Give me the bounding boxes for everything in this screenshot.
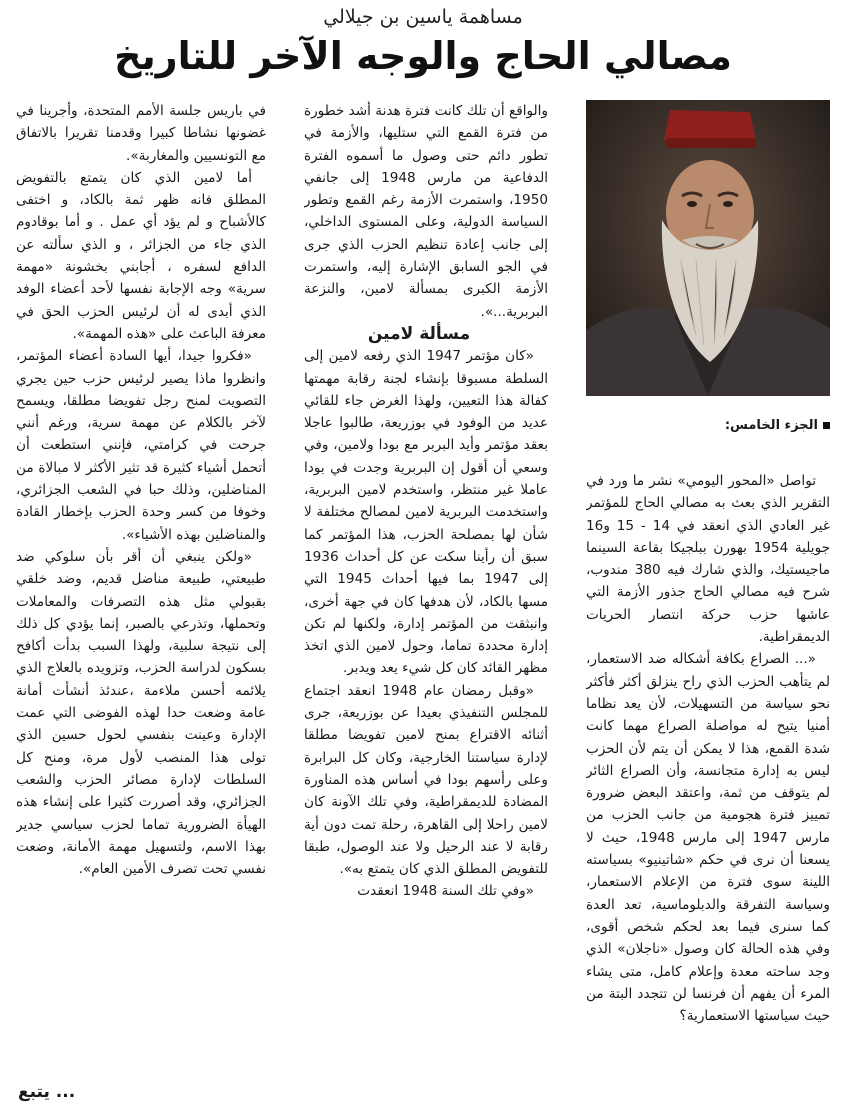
- portrait-photo: [586, 100, 830, 396]
- paragraph: «ولكن ينبغي أن أقر بأن سلوكي ضد طبيعتي، طبيعة مناضل قديم، وضد خلقي بقبولي مثل هذه التصرفات والمعاملات وتحملها، وتذرعي بالصبر، إنما يؤدي كل ذلك إلى نتيجة سلبية، ولهذا السبب بدأت أكافح بسكون لدراسة الحزب، وتزويده بالعلاج الذي يلائمه أحسن ملاءمة ،عندئذ أنشأت أمانة عامة وضعت حدا لهذه الفوضى التي عمت الإدارة وعينت بنفسي لحول حسين الذي تولى هذا المنصب لأول مرة، ومنح كل السلطات لإدارة مصائر الحزب والشعب الجزائري، وقد أصررت كثيرا على إنشاء هذه الهيأة الضرورية تماما لحزب سياسي جدير بهذا الاسم، ولتسهيل مهمة الأمانة، وضعت نفسي تحت تصرف الأمين العام».: [16, 548, 266, 878]
- paragraph: «كان مؤتمر 1947 الذي رفعه لامين إلى السلطة مسبوقا بإنشاء لجنة رقابة مهمتها كفالة هذا التعيين، ولهذا الغرض جاء للقائي عديد من الوفود في بوزريعة، طالبوا عاجلا بعقد مؤتمر وأيد البربر مع بودا ولامين، وفي وسعي أن أقول إن البربرية وجدت في بودا عاملا غير منتظر، واستخدم لامين البربرية، واستخدمت البربرية لامين لمصالح مختلفة لا شأن لها بمصلحة الحزب، هذا المؤتمر كما سبق أن رأينا سكت عن كل أحداث 1936 إلى 1947 بما فيها أحداث 1945 التي مسها بالكاد، لأن هدفها كان في جهة أخرى، وانبثقت من المؤتمر إدارة، ولكنها لم تكن إدارة محددة تماما، وحول لامين الذي اتخذ مظهر القائد كان كل شيء يعد ويدبر.: [304, 348, 548, 677]
- article-headline: مصالي الحاج والوجه الآخر للتاريخ: [114, 34, 732, 78]
- paragraph: أما لامين الذي كان يتمتع بالتفويض المطلق فانه ظهر ثمة بالكاد، و اختفى كالأشباح و لم يؤد أي عمل . و أما بوقادوم الذي جاء من الجزائر ، و الذي سألته عن الدافع لسفره ، أجابني بخشونة «مهمة سرية» وجه الإجابة نفسها لأحد أعضاء الوفد الذي أبدى له أن لرئيس الحزب الحق في معرفة الباعث على «هذه المهمة».: [16, 169, 266, 342]
- paragraph: تواصل «المحور اليومي» نشر ما ورد في التقرير الذي بعث به مصالي الحاج للمؤتمر غير العادي الذي انعقد في 14 - 15 و16 جويلية 1954 بهورن ببلجيكا بقاعة السينما ماجيستيك، والذي شارك فيه 380 مندوب، شرح فيه مصالي الحاج جذور الأزمة التي عاشها حزب حركة انتصار الحريات الديمقراطية.: [586, 473, 830, 646]
- paragraph: «فكروا جيدا، أيها السادة أعضاء المؤتمر، وانظروا ماذا يصير لرئيس حزب حين يجري التصويت لمنح رجل تفويضا مطلقا، ويسمح لآخر بالكلام عن مهمة سرية، ورغم أنني جرحت في كرامتي، فإنني استطعت أن أتحمل أشياء كثيرة قد تثير الأكثر لا مبالاة من المناضلين، وذلك حبا في الشعب الجزائري، وخوفا من كسر وحدة الحزب بإخطار القادة والمناضلين بهذه الأشياء».: [16, 348, 266, 543]
- paragraph: في باريس جلسة الأمم المتحدة، وأجرينا في غضونها نشاطا كبيرا وقدمنا تقريرا بالاتفاق مع التونسيين والمغاربة».: [16, 103, 266, 164]
- subheading: مسألة لامين: [367, 323, 471, 344]
- paragraph: «وقبل رمضان عام 1948 انعقد اجتماع للمجلس التنفيذي بعيدا عن بوزريعة، جرى أثنائه الاقتراع بمنح لامين تفويضا مطلقا لإدارة سياستنا الخارجية، وكان كل البرابرة وعلى رأسهم بودا في أساس هذه المناورة المضادة للديمقراطية، وفي تلك الآونة كان لامين راحلا إلى القاهرة، رحلة تمت دون أية رقابة لا عند الرحيل ولا عند الوصول، طبقا للتفويض المطلق الذي كان يتمتع به».: [304, 682, 548, 878]
- paragraph: «... الصراع بكافة أشكاله ضد الاستعمار، لم يتأهب الحزب الذي راح ينزلق أكثر فأكثر نحو سياسة من التسهيلات، لأن يعد نظاما أمنيا يتيح له مواصلة الصراع مهما كانت شدة القمع، هذا لا يمكن أن يتم لأن الحزب ليس به إدارة متجانسة، وأن الصراع الثائر لم يتوقف من ثمة، واعتقد البعض ضرورة تمييز فترة هجومية من جانب الحزب من مارس 1947 إلى مارس 1948، حيث لا يسعنا أن نرى في حكم «شاتينيو» بسياسته اللينة سوى فترة من الإعلام الاستعمار، وسياسة التفرقة والدبلوماسية، تعد العدة كما سنرى فيما بعد لحكم شخص أقوى، وفي هذه الحالة كان وصول «ناجلان» الذي وجد ساحته معدة وإعلام كامل، متى يشاء المرء أن يفهم أن فرنسا لن تتجدد البتة من حيث سياستها الاستعمارية؟: [586, 651, 830, 1025]
- to-be-continued: ... يتبع: [18, 1082, 76, 1102]
- paragraph: «وفي تلك السنة 1948 انعقدت: [357, 883, 534, 900]
- article-column-left: [16, 100, 266, 1116]
- article-column-middle: [304, 100, 548, 1116]
- article-kicker: مساهمة ياسين بن جيلالي: [323, 6, 523, 28]
- square-bullet-icon: [823, 422, 830, 429]
- section-label: [586, 418, 830, 433]
- section-label-text: الجزء الخامس:: [724, 418, 818, 433]
- article-column-right: [586, 470, 830, 1110]
- paragraph: والواقع أن تلك كانت فترة هدنة أشد خطورة من فترة القمع التي ستليها، والأزمة في تطور دائم حتى وصول ما أسموه الفترة الدفاعية من مارس 1948 إلى جانفي 1950، واستمرت الأزمة رغم القمع وتطور السياسة الدولية، وعلى المستوى الداخلي، إلى جانب إعادة تنظيم الحزب الذي جرى في الجو السابق الإشارة إليه، واستمرت الأزمة الكبرى بمسألة لامين، والنزعة البربرية...».: [304, 103, 548, 320]
